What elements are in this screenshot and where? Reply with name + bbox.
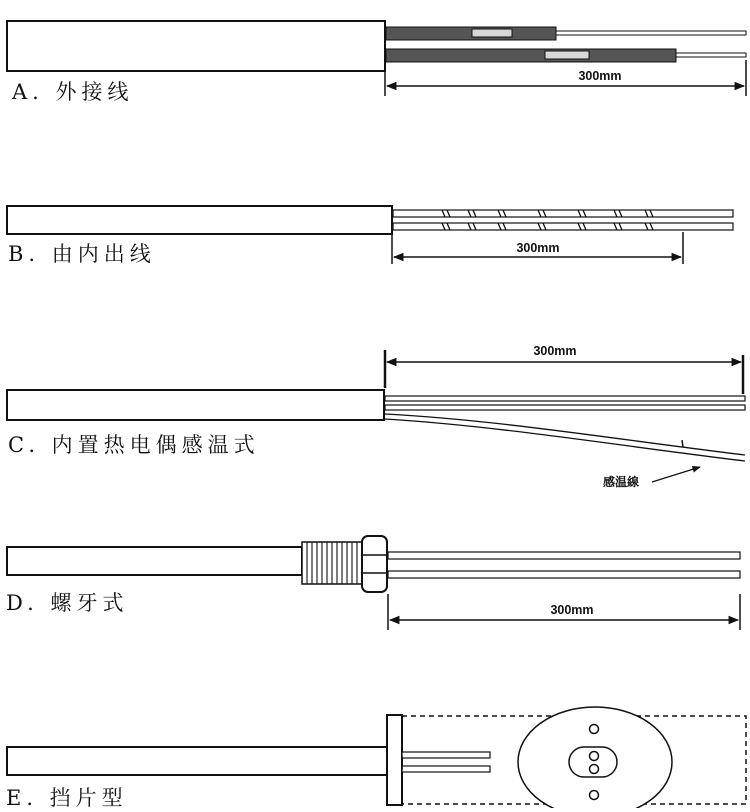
- lead-wire: [402, 752, 490, 758]
- section-a-caption: A. 外接线: [12, 80, 134, 104]
- section-c-heater: [7, 344, 745, 489]
- lead-wire: [385, 396, 745, 401]
- section-d-caption: D. 螺牙式: [6, 591, 129, 615]
- lead-crimp: [472, 29, 512, 37]
- thermocouple-mark: [682, 440, 683, 447]
- mounting-hole: [590, 725, 599, 734]
- thermocouple-label: 感温線: [603, 475, 640, 489]
- hex-nut: [362, 536, 387, 592]
- lead-sleeve: [386, 27, 556, 40]
- heater-body: [7, 206, 392, 234]
- lead-wire: [676, 53, 746, 57]
- dimension-label: 300mm: [516, 241, 560, 255]
- heater-body: [7, 547, 302, 575]
- lead-wire: [388, 571, 740, 578]
- mounting-hole: [590, 791, 599, 800]
- terminal-hole: [590, 765, 599, 774]
- terminal-hole: [590, 752, 599, 761]
- flange-plate: [387, 715, 402, 805]
- dimension-label: 300mm: [550, 603, 594, 617]
- heater-body: [7, 21, 385, 71]
- dimension-label: 300mm: [578, 69, 622, 83]
- lead-wire: [402, 766, 490, 772]
- heater-body: [7, 390, 384, 420]
- lead-sleeve: [386, 49, 676, 62]
- heater-body: [7, 747, 387, 775]
- thermocouple-pointer: [652, 467, 700, 482]
- section-c-caption: C. 内置热电偶感温式: [8, 433, 260, 457]
- lead-wire: [388, 552, 740, 559]
- lead-wire: [385, 405, 745, 410]
- section-b-caption: B. 由内出线: [8, 242, 156, 266]
- dimension-label: 300mm: [533, 344, 577, 358]
- thermocouple-wire: [385, 414, 745, 455]
- lead-crimp: [545, 51, 589, 59]
- lead-wire: [556, 31, 746, 35]
- section-e-caption: E. 挡片型: [6, 786, 128, 810]
- thermocouple-wire: [385, 419, 745, 461]
